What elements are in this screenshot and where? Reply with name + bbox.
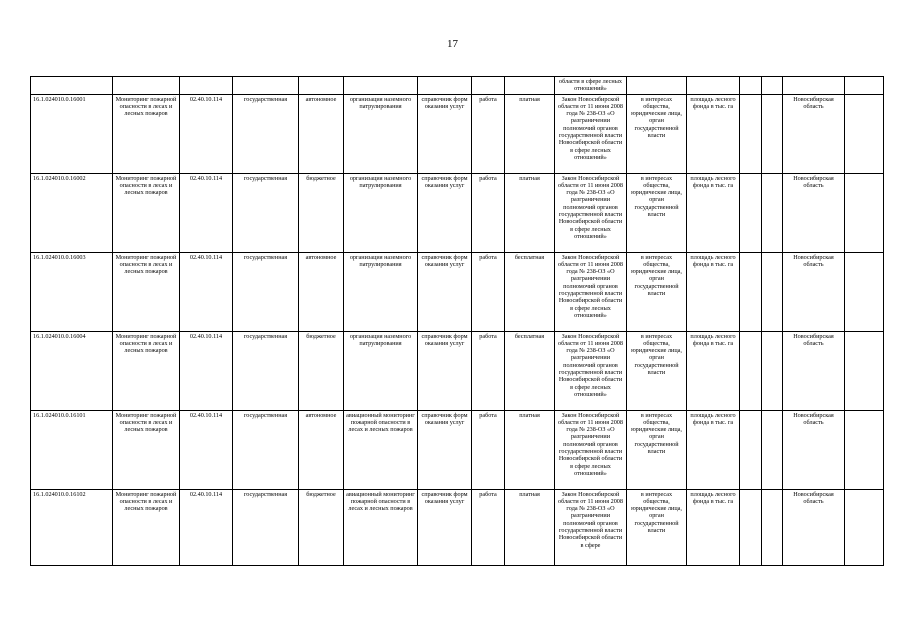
service-cell: Мониторинг пожарной опасности в лесах и лесных пожаров [113, 173, 180, 252]
ownership-cell: государственная [233, 252, 299, 331]
law-cell: Закон Новосибирской области от 11 июня 2008 года № 238-ОЗ «О разграничении полномочий органов государственной власти Новосибирской области в сфере лесных отношений» [555, 173, 627, 252]
payment-cell: бесплатная [505, 252, 555, 331]
indicator-cell: площадь лесного фонда в тыс. га [687, 173, 740, 252]
ownership-cell: государственная [233, 489, 299, 565]
empty-cell [740, 94, 762, 173]
consumers-cell: в интересах общества, юридические лица, орган государственной власти [627, 331, 687, 410]
form-cell: справочник форм оказания услуг [418, 173, 472, 252]
law-cell: Закон Новосибирской области от 11 июня 2008 года № 238-ОЗ «О разграничении полномочий органов государственной власти Новосибирской области в сфере лесных отношений» [555, 94, 627, 173]
okved-cell: 02.40.10.114 [180, 331, 233, 410]
table-row [31, 173, 884, 252]
empty-cell [762, 410, 783, 489]
okved-cell: 02.40.10.114 [180, 410, 233, 489]
consumers-cell: в интересах общества, юридические лица, орган государственной власти [627, 410, 687, 489]
law-cell: области в сфере лесных отношений» [555, 77, 627, 95]
form-cell: справочник форм оказания услуг [418, 94, 472, 173]
type-cell: работа [472, 331, 505, 410]
indicator-cell: площадь лесного фонда в тыс. га [687, 331, 740, 410]
indicator-cell: площадь лесного фонда в тыс. га [687, 252, 740, 331]
ownership-cell: государственная [233, 94, 299, 173]
payment-cell: платная [505, 173, 555, 252]
type-cell: работа [472, 252, 505, 331]
region-cell: Новосибирская область [783, 331, 845, 410]
code-cell: 16.1.024010.0.16002 [31, 173, 113, 252]
okved-cell: 02.40.10.114 [180, 94, 233, 173]
table-row [31, 489, 884, 565]
code-cell: 16.1.024010.0.16003 [31, 252, 113, 331]
service-cell: Мониторинг пожарной опасности в лесах и лесных пожаров [113, 331, 180, 410]
region-cell: Новосибирская область [783, 252, 845, 331]
ownership-cell: государственная [233, 410, 299, 489]
empty-cell [740, 331, 762, 410]
form-cell: справочник форм оказания услуг [418, 252, 472, 331]
empty-cell [845, 410, 884, 489]
empty-cell [762, 252, 783, 331]
empty-cell [762, 94, 783, 173]
service-cell: Мониторинг пожарной опасности в лесах и лесных пожаров [113, 489, 180, 565]
content-cell: организация наземного патрулирования [344, 252, 418, 331]
content-cell: организация наземного патрулирования [344, 331, 418, 410]
consumers-cell: в интересах общества, юридические лица, орган государственной власти [627, 489, 687, 565]
ownership-cell: государственная [233, 173, 299, 252]
empty-cell [845, 331, 884, 410]
form-cell: справочник форм оказания услуг [418, 489, 472, 565]
content-cell: авиационный мониторинг пожарной опасности в лесах и лесных пожаров [344, 489, 418, 565]
empty-cell [740, 252, 762, 331]
empty-cell [845, 173, 884, 252]
content-cell: организация наземного патрулирования [344, 173, 418, 252]
consumers-cell: в интересах общества, юридические лица, орган государственной власти [627, 173, 687, 252]
law-cell: Закон Новосибирской области от 11 июня 2008 года № 238-ОЗ «О разграничении полномочий органов государственной власти Новосибирской области в сфере лесных отношений» [555, 252, 627, 331]
region-cell: Новосибирская область [783, 94, 845, 173]
table-row [31, 331, 884, 410]
form-cell: справочник форм оказания услуг [418, 410, 472, 489]
indicator-cell: площадь лесного фонда в тыс. га [687, 489, 740, 565]
payment-cell: платная [505, 410, 555, 489]
page-number: 17 [447, 38, 458, 50]
indicator-cell: площадь лесного фонда в тыс. га [687, 410, 740, 489]
code-cell: 16.1.024010.0.16001 [31, 94, 113, 173]
empty-cell [845, 94, 884, 173]
code-cell: 16.1.024010.0.16101 [31, 410, 113, 489]
payment-cell: бесплатная [505, 331, 555, 410]
form-cell: справочник форм оказания услуг [418, 331, 472, 410]
institution-type-cell: автономное [299, 410, 344, 489]
consumers-cell: в интересах общества, юридические лица, орган государственной власти [627, 94, 687, 173]
institution-type-cell: бюджетное [299, 489, 344, 565]
empty-cell [762, 173, 783, 252]
type-cell: работа [472, 94, 505, 173]
region-cell: Новосибирская область [783, 173, 845, 252]
payment-cell: платная [505, 94, 555, 173]
region-cell: Новосибирская область [783, 489, 845, 565]
type-cell: работа [472, 410, 505, 489]
empty-cell [845, 489, 884, 565]
ownership-cell: государственная [233, 331, 299, 410]
region-cell: Новосибирская область [783, 410, 845, 489]
institution-type-cell: бюджетное [299, 173, 344, 252]
institution-type-cell: автономное [299, 94, 344, 173]
empty-cell [740, 489, 762, 565]
table-row [31, 410, 884, 489]
payment-cell: платная [505, 489, 555, 565]
institution-type-cell: автономное [299, 252, 344, 331]
law-cell: Закон Новосибирской области от 11 июня 2008 года № 238-ОЗ «О разграничении полномочий органов государственной власти Новосибирской области в сфере лесных отношений» [555, 410, 627, 489]
table-row [31, 94, 884, 173]
empty-cell [762, 489, 783, 565]
okved-cell: 02.40.10.114 [180, 489, 233, 565]
institution-type-cell: бюджетное [299, 331, 344, 410]
registry-table [30, 76, 884, 566]
code-cell: 16.1.024010.0.16004 [31, 331, 113, 410]
continuation-row [31, 77, 884, 95]
law-cell: Закон Новосибирской области от 11 июня 2008 года № 238-ОЗ «О разграничении полномочий органов государственной власти Новосибирской области в сфере лесных отношений» [555, 331, 627, 410]
type-cell: работа [472, 173, 505, 252]
code-cell: 16.1.024010.0.16102 [31, 489, 113, 565]
table-row [31, 252, 884, 331]
empty-cell [740, 410, 762, 489]
indicator-cell: площадь лесного фонда в тыс. га [687, 94, 740, 173]
law-cell: Закон Новосибирской области от 11 июня 2008 года № 238-ОЗ «О разграничении полномочий органов государственной власти Новосибирской области в сфере [555, 489, 627, 565]
service-cell: Мониторинг пожарной опасности в лесах и лесных пожаров [113, 94, 180, 173]
type-cell: работа [472, 489, 505, 565]
empty-cell [762, 331, 783, 410]
okved-cell: 02.40.10.114 [180, 173, 233, 252]
content-cell: организация наземного патрулирования [344, 94, 418, 173]
content-cell: авиационный мониторинг пожарной опасности в лесах и лесных пожаров [344, 410, 418, 489]
okved-cell: 02.40.10.114 [180, 252, 233, 331]
empty-cell [845, 252, 884, 331]
consumers-cell: в интересах общества, юридические лица, орган государственной власти [627, 252, 687, 331]
empty-cell [740, 173, 762, 252]
service-cell: Мониторинг пожарной опасности в лесах и лесных пожаров [113, 252, 180, 331]
service-cell: Мониторинг пожарной опасности в лесах и лесных пожаров [113, 410, 180, 489]
